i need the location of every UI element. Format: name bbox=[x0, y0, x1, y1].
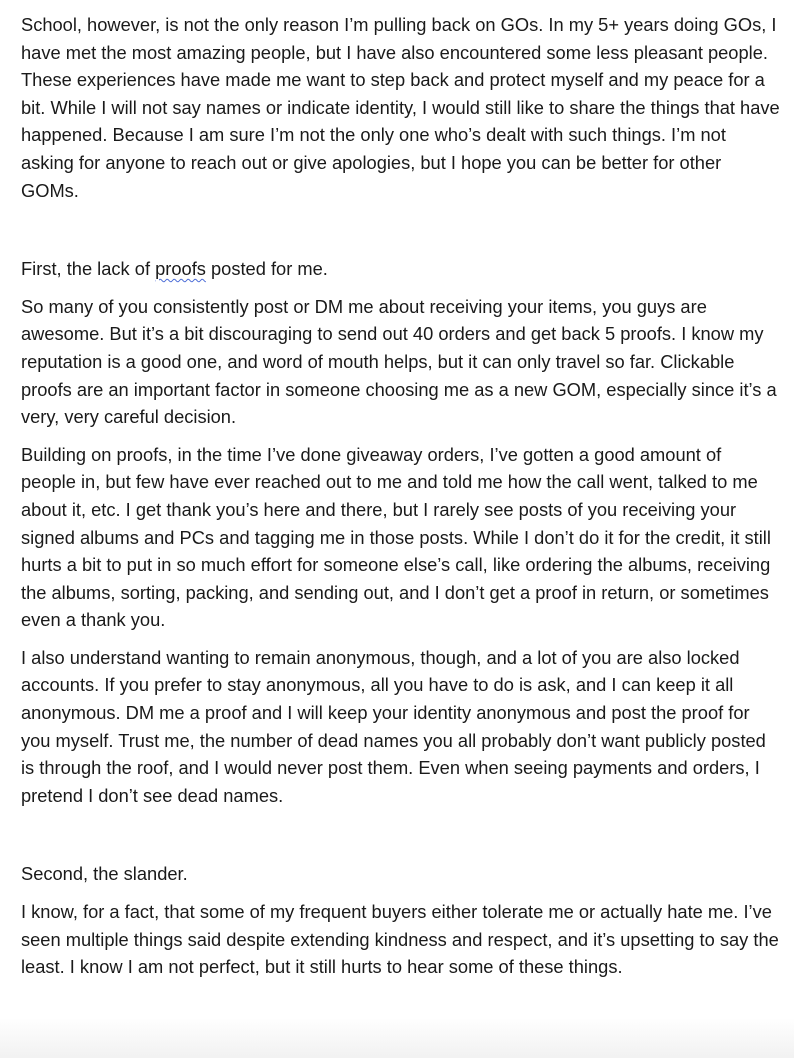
proofs-paragraph-2: Building on proofs, in the time I’ve done giveaway orders, I’ve gotten a good amount of people in, but few have ever reached out to me and told me how the call went, talked to me about it, etc. I get thank you’s here and there, but I rarely see posts of you receiving your signed albums and PCs and tagging me in those posts. While I don’t do it for the credit, it still hurts a bit to put in so much effort for someone else’s call, like ordering the albums, receiving the albums, sorting, packing, and sending out, and I don’t get a proof in return, or sometimes even a thank you. bbox=[21, 443, 771, 631]
slander-paragraph: I know, for a fact, that some of my frequent buyers either tolerate me or actually hate me. I’ve seen multiple things said despite extending kindness and respect, and it’s upsetting to say the least. I know I am not perfect, but it still hurts to hear some of these things. bbox=[21, 901, 779, 978]
bottom-fade bbox=[0, 1018, 794, 1058]
heading-text-end: posted for me. bbox=[205, 258, 328, 280]
section-heading-proofs bbox=[21, 255, 781, 283]
misspelled-word[interactable]: proofs bbox=[155, 258, 206, 280]
section-heading-slander: Second, the slander. bbox=[21, 863, 188, 885]
proofs-paragraph-3: I also understand wanting to remain anonymous, though, and a lot of you are also locked accounts. If you prefer to stay anonymous, all you have to do is ask, and I can keep it all anonymous. DM me a proof and I will keep your identity anonymous and post the proof for you myself. Trust me, the number of dead names you all probably don’t want publicly posted is through the roof, and I would never post them. Even when seeing payments and orders, I pretend I don’t see dead names. bbox=[21, 646, 766, 806]
intro-paragraph: School, however, is not the only reason I’m pulling back on GOs. In my 5+ years doing GOs, I have met the most amazing people, but I have also encountered some less pleasant people. These experiences have made me want to step back and protect myself and my peace for a bit. While I will not say names or indicate identity, I would still like to share the things that have happened. Because I am sure I’m not the only one who’s dealt with such things. I’m not asking for anyone to reach out or give apologies, but I hope you can be better for other GOMs. bbox=[21, 14, 780, 201]
heading-text-start: First, the lack of bbox=[21, 258, 156, 280]
proofs-paragraph-1: So many of you consistently post or DM me about receiving your items, you guys are awesome. But it’s a bit discouraging to send out 40 orders and get back 5 proofs. I know my reputation is a good one, and word of mouth helps, but it can only travel so far. Clickable proofs are an important factor in someone choosing me as a new GOM, especially since it’s a very, very careful decision. bbox=[21, 295, 777, 428]
document-body[interactable] bbox=[21, 11, 781, 991]
